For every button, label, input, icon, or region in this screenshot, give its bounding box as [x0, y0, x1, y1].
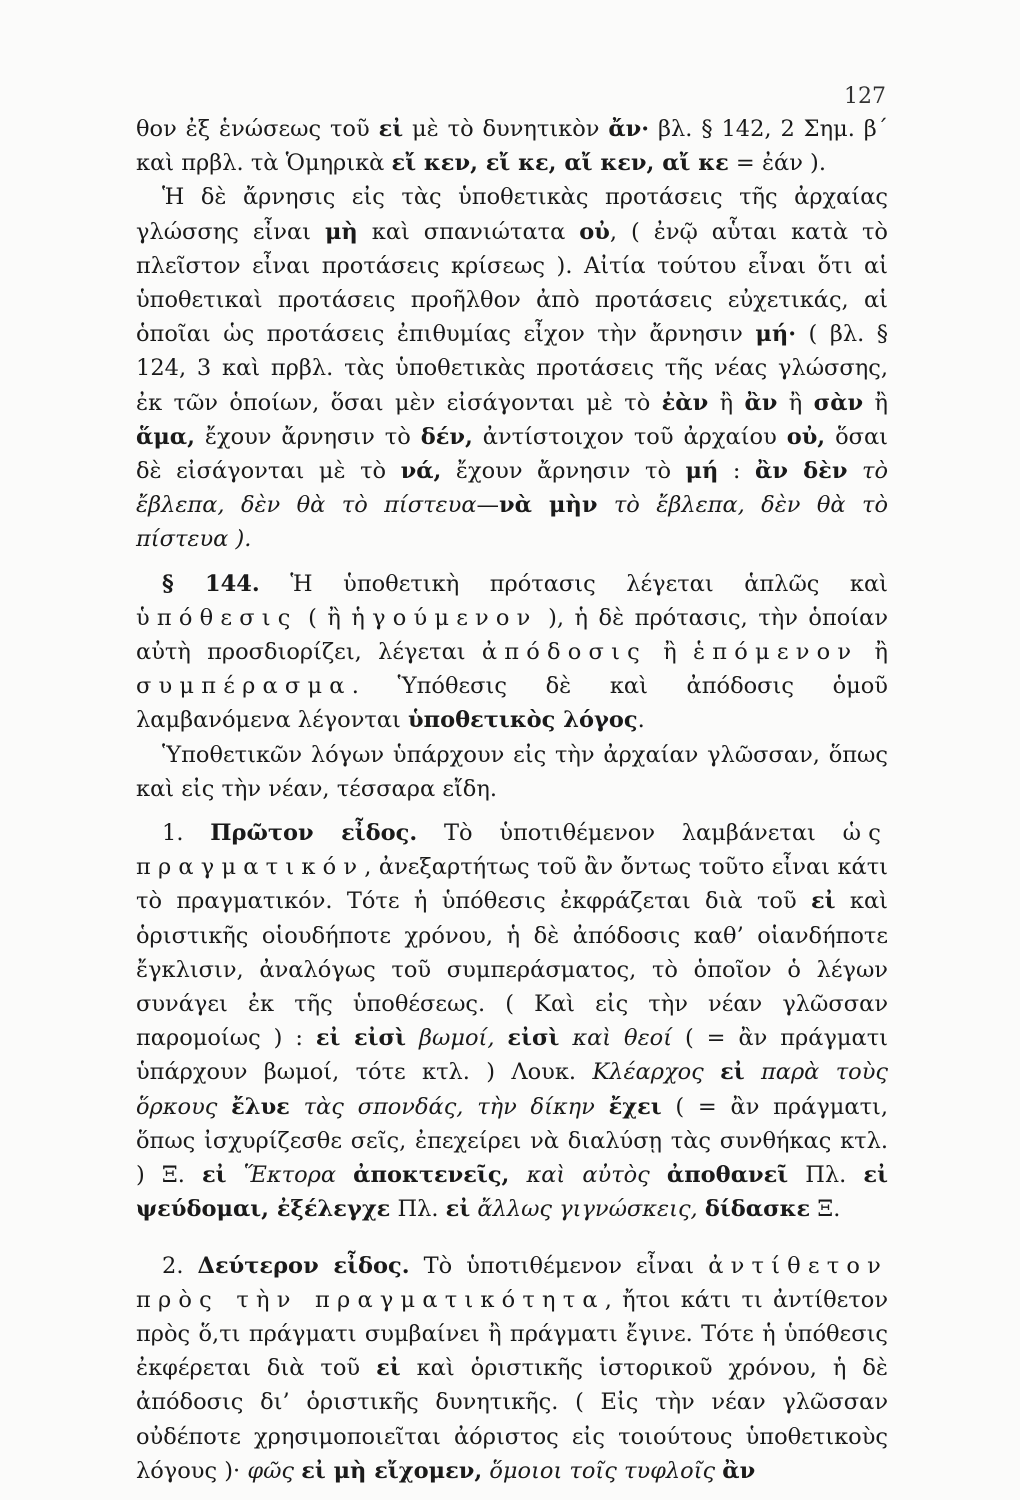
- bold-term: ἀποθανεῖ: [666, 1162, 789, 1189]
- text-run: ( ἢ: [297, 604, 352, 631]
- bold-term: ἂν: [744, 389, 778, 416]
- text-run: ἀντίστοιχον τοῦ ἀρχαίου: [472, 423, 787, 450]
- bold-term: εἰσὶ: [507, 1025, 560, 1052]
- text-run: , ἤτοι κάτι τι ἀντίθετον πρὸς ὅ,τι πράγματι συμβαίνει ἢ πράγματι ἔγινε. Τότε ἡ ὑπόθεσις ἐκφέρεται διὰ τοῦ: [136, 1286, 889, 1382]
- bold-term: νά,: [400, 458, 442, 485]
- italic-example: φῶς: [247, 1457, 295, 1484]
- text-run: ἢ: [646, 639, 694, 666]
- italic-example: καὶ αὐτὸς: [526, 1162, 650, 1189]
- bold-term: μὴ: [324, 218, 358, 245]
- text-run: ), ἡ δὲ πρότασις, τὴν ὁποίαν αὐτὴ προσδιορίζει, λέγεται: [136, 604, 888, 666]
- bold-term: νὰ μὴν: [499, 492, 598, 519]
- bold-term: ἅμα,: [136, 423, 195, 450]
- text-run: , ( ἐνῷ αὗται κατὰ τὸ πλεῖστον εἶναι προτάσεις κρίσεως ). Αἰτία τούτου εἶναι ὅτι αἱ ὑποθετικαὶ προτάσεις προῆλθον ἀπὸ προτάσεις εὐχετικάς, αἱ ὁποῖαι ὡς προτάσεις ἐπιθυμίας εἶχον τὴν ἄρνησιν: [136, 218, 888, 348]
- text-run: ἔχουν ἄρνησιν τὸ: [441, 458, 686, 485]
- bold-term: ἔλυε: [231, 1093, 290, 1120]
- bold-term: εἰ: [376, 1355, 401, 1382]
- italic-example: Ἕκτορα: [243, 1162, 337, 1189]
- paragraph-section-144: [136, 567, 888, 738]
- text-run: θον ἐξ ἑνώσεως τοῦ: [136, 116, 379, 142]
- bold-term: Πρῶτον εἶδος.: [210, 820, 418, 847]
- text-run: καὶ ὁριστικῆς ἱστορικοῦ χρόνου, ἡ δὲ ἀπόδοσις δι’ ὁριστικῆς δυνητικῆς. ( Εἰς τὴν νέαν γλῶσσαν οὐδέποτε χρησιμοποιεῖται ἀόριστος εἰς τοιούτους ὑποθετικοὺς λόγους )·: [136, 1355, 889, 1484]
- bold-term: ἔχει: [608, 1093, 662, 1120]
- spaced-term: ὑπόθεσις: [136, 604, 298, 631]
- text-run: .: [637, 707, 645, 734]
- bold-term: εἰ: [445, 1196, 471, 1223]
- text-run: Ξ.: [810, 1196, 841, 1223]
- bold-term: εἰ μὴ εἴχομεν,: [301, 1457, 483, 1484]
- text-run: [745, 1059, 761, 1085]
- bold-term: ὑποθετικὸς λόγος: [408, 707, 638, 734]
- text-run: ( = ἂν πράγματι ὑπάρχουν βωμοί, τότε κτλ. ) Λουκ.: [136, 1025, 888, 1086]
- text-run: [704, 1059, 720, 1085]
- text-run: Πλ.: [390, 1196, 446, 1223]
- body-text: [136, 112, 888, 1488]
- text-run: , ἀνεξαρτήτως τοῦ ἂν ὄντως τοῦτο εἶναι κάτι τὸ πραγματικόν. Τότε ἡ ὑπόθεσις ἐκφράζεται διὰ τοῦ: [136, 854, 888, 915]
- bold-term: οὐ,: [786, 423, 826, 450]
- bold-term: Δεύτερον εἶδος.: [197, 1252, 410, 1279]
- spaced-term: ἀντίθετον πρὸς τὴν πραγματικότητα: [136, 1252, 889, 1313]
- italic-example: ἄλλως γιγνώσκεις,: [477, 1196, 698, 1223]
- text-run: 1.: [162, 820, 211, 847]
- text-run: βλ. § 142, 2 Σημ. β΄ καὶ πρβλ. τὰ Ὁμηρικὰ: [136, 116, 888, 177]
- text-run: Τὸ ὑποτιθέμενον λαμβάνεται: [417, 820, 843, 847]
- text-run: καὶ ὁριστικῆς οἱουδήποτε χρόνου, ἡ δὲ ἀπόδοσις καθ’ οἱανδήποτε ἔγκλισιν, ἀναλόγως τοῦ συμπεράσματος, τὸ ὁποῖον ὁ λέγων συνάγει ἐκ τῆς ὑποθέσεως. ( Καὶ εἰς τὴν νέαν γλῶσσαν παρομοίως ) :: [136, 888, 889, 1052]
- text-run: [217, 1094, 231, 1120]
- text-run: ἢ: [708, 389, 745, 416]
- bold-term: εἰ: [378, 116, 404, 142]
- text-run: —: [476, 492, 500, 519]
- text-run: ὅσαι δὲ εἰσάγονται μὲ τὸ: [136, 423, 888, 485]
- text-run: [698, 1196, 705, 1222]
- bold-term: μή·: [755, 321, 797, 348]
- italic-example: τὸ ἔβλεπα, δὲν θὰ τὸ πίστευα: [136, 458, 888, 519]
- bold-term: ἂν δὲν: [755, 458, 848, 485]
- bold-term: εἰ ψεύδομαι, ἐξέλεγχε: [136, 1162, 888, 1223]
- text-run: [494, 1025, 507, 1051]
- spaced-term: ἀπόδοσις: [481, 639, 647, 666]
- bold-term: ἀποκτενεῖς,: [353, 1162, 510, 1189]
- text-run: [227, 1162, 244, 1188]
- text-run: [290, 1094, 304, 1120]
- bold-term: εἰ: [720, 1059, 745, 1086]
- text-run: . Ὑπόθεσις δὲ καὶ ἀπόδοσις ὁμοῦ λαμβανόμενα λέγονται: [136, 673, 888, 734]
- text-run: Ὑποθετικῶν λόγων ὑπάρχουν εἰς τὴν ἀρχαίαν γλῶσσαν, ὅπως καὶ εἰς τὴν νέαν, τέσσαρα εἴδη.: [136, 741, 888, 802]
- spaced-term: ἑπόμενον: [693, 639, 859, 666]
- text-run: [650, 1162, 667, 1188]
- bold-term: εἰ εἰσὶ: [315, 1025, 407, 1052]
- bold-term: § 144.: [162, 570, 260, 597]
- bold-term: σὰν: [813, 389, 864, 416]
- italic-example: καὶ θεοί: [572, 1025, 673, 1052]
- text-run: = ἐάν ).: [728, 150, 826, 177]
- paragraph-continuation: [136, 112, 888, 180]
- text-run: ἢ: [858, 639, 888, 666]
- spaced-term: ὡς πραγματικόν: [136, 820, 888, 881]
- bold-term: εἰ: [201, 1162, 227, 1189]
- text-run: ( = ἂν πράγματι, ὅπως ἰσχυρίζεσθε σεῖς, ἐπεχείρει νὰ διαλύσῃ τὰς συνθήκας κτλ. ) Ξ.: [136, 1093, 889, 1189]
- bold-term: ἐὰν: [661, 389, 709, 416]
- bold-term: ἂν: [722, 1457, 756, 1484]
- text-run: :: [718, 458, 756, 485]
- italic-example: τὰς σπονδάς, τὴν δίκην: [303, 1093, 595, 1120]
- text-run: Πλ.: [788, 1162, 864, 1189]
- text-run: Ἡ δὲ ἄρνησις εἰς τὰς ὑποθετικὰς προτάσεις τῆς ἀρχαίας γλώσσης εἶναι: [136, 184, 888, 245]
- page-number: 127: [844, 84, 886, 109]
- spaced-term: ἡγούμενον: [351, 604, 538, 631]
- text-run: Τὸ ὑποτιθέμενον εἶναι: [409, 1252, 709, 1279]
- text-run: [509, 1162, 526, 1188]
- paragraph-negation: [136, 180, 888, 556]
- text-run: [847, 458, 862, 484]
- italic-example: ὅμοιοι τοῖς τυφλοῖς: [489, 1457, 716, 1484]
- text-run: [559, 1025, 572, 1051]
- bold-term: δέν,: [420, 423, 473, 450]
- paragraph-kinds-intro: [136, 738, 888, 806]
- bold-term: δίδασκε: [704, 1196, 811, 1223]
- text-run: 2.: [162, 1252, 198, 1279]
- text-run: καὶ σπανιώτατα: [357, 218, 580, 245]
- text-run: ἔχουν ἄρνησιν τὸ: [194, 423, 421, 450]
- bold-term: εἰ: [811, 888, 836, 915]
- text-run: Ἡ ὑποθετικὴ πρότασις λέγεται ἁπλῶς καὶ: [259, 570, 888, 597]
- spaced-term: συμπέρασμα: [136, 673, 352, 700]
- bold-term: οὐ: [579, 218, 610, 245]
- text-run: ἢ: [863, 389, 888, 416]
- text-run: [597, 492, 613, 518]
- italic-example: βωμοί,: [418, 1025, 495, 1052]
- text-run: ( βλ. § 124, 3 καὶ πρβλ. τὰς ὑποθετικὰς προτάσεις τῆς νέας γλώσσης, ἐκ τῶν ὁποίων, ὅσαι μὲν εἰσάγονται μὲ τὸ: [136, 321, 889, 416]
- text-run: [595, 1094, 609, 1120]
- italic-example: παρὰ τοὺς ὅρκους: [136, 1059, 888, 1120]
- paragraph-second-kind: [136, 1249, 888, 1488]
- paragraph-first-kind: [136, 816, 888, 1226]
- text-run: [406, 1025, 419, 1051]
- italic-example: τὸ ἔβλεπα, δὲν θὰ τὸ πίστευα ).: [136, 492, 888, 553]
- bold-term: εἴ κεν, εἴ κε, αἴ κεν, αἴ κε: [391, 150, 729, 177]
- text-run: [336, 1162, 353, 1188]
- text-run: μὲ τὸ δυνητικὸν: [403, 116, 609, 142]
- text-run: ἢ: [777, 389, 814, 416]
- bold-term: μή: [685, 458, 719, 485]
- bold-term: ἄν·: [608, 116, 650, 142]
- italic-example: Κλέαρχος: [592, 1059, 704, 1086]
